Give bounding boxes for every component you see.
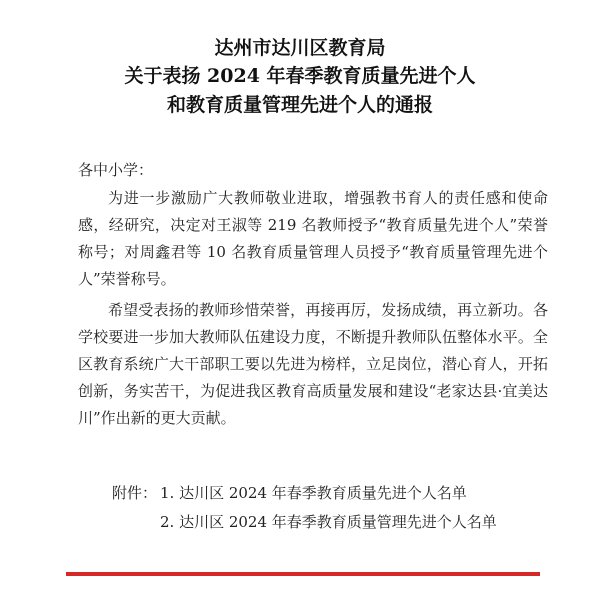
red-divider-rule (66, 572, 540, 576)
body-paragraph-1: 为进一步激励广大教师敬业进取，增强教书育人的责任感和使命感，经研究，决定对王淑等 219 名教师授予“教育质量先进个人”荣誉称号；对周鑫君等 10 名教育质量管理人员授予“教育质量管理先进个人”荣誉称号。 (78, 189, 548, 288)
attachment-item: 2. 达川区 2024 年春季教育质量管理先进个人名单 (160, 513, 497, 531)
notice-title-line-1: 关于表扬 2024 年春季教育质量先进个人 (124, 65, 476, 87)
issuer-title: 达州市达川区教育局 (214, 37, 386, 59)
body-paragraph-2: 希望受表扬的教师珍惜荣誉，再接再厉，发扬成绩，再立新功。各学校要进一步加大教师队伍建设力度，不断提升教师队伍整体水平。全区教育系统广大干部职工要以先进为榜样，立足岗位，潜心育人，开拓创新，务实苦干，为促进我区教育高质量发展和建设“老家达县·宜美达川”作出新的更大贡献。 (78, 301, 548, 427)
attachments-label: 附件： (112, 484, 158, 502)
salutation: 各中小学： (78, 161, 154, 179)
attachment-item: 1. 达川区 2024 年春季教育质量先进个人名单 (160, 484, 467, 502)
notice-title-line-2: 和教育质量管理先进个人的通报 (166, 94, 433, 116)
